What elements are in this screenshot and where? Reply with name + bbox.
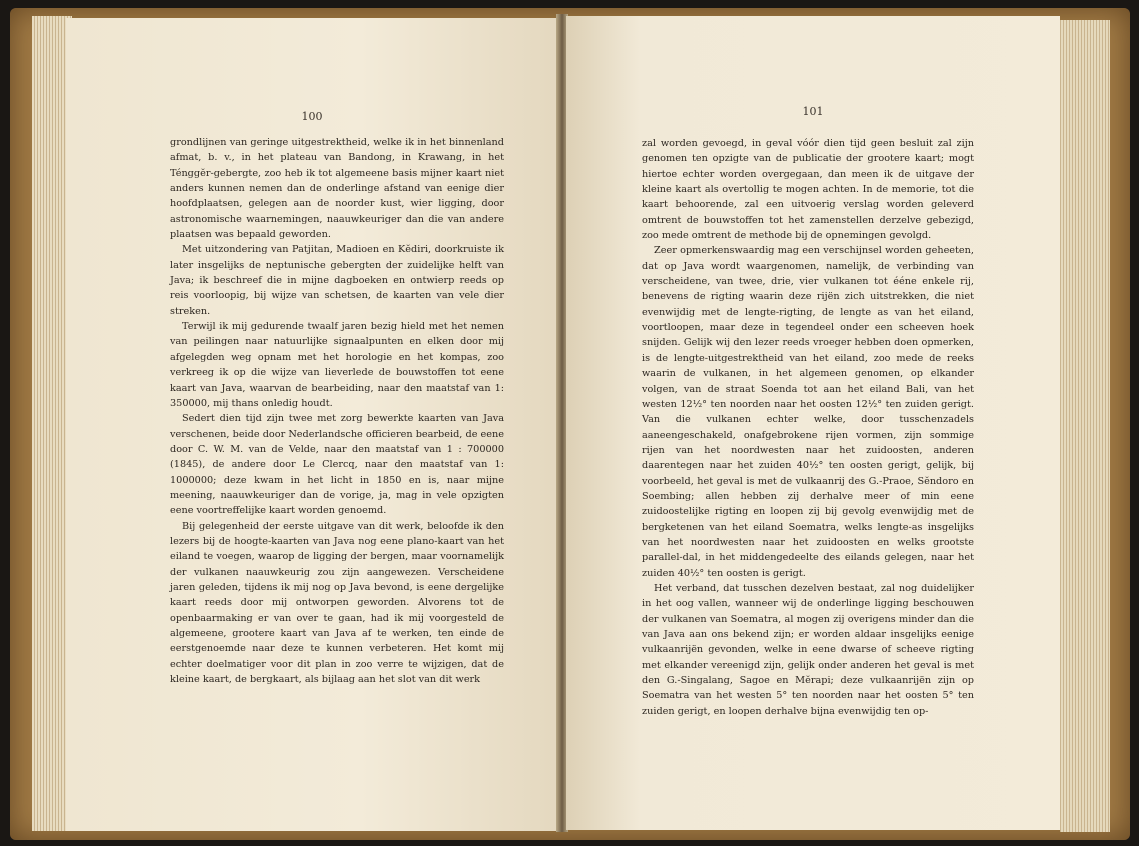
paragraph: Het verband, dat tusschen dezelven bestaat, zal nog duidelijker in het oog vallen, wanneer wij de onderlinge ligging beschouwen der vulkanen van Soematra, al mogen zij overigens minder dan die van Java aan ons bekend zijn; er worden aldaar insgelijks eenige vulkaanrijën gevonden, welke in eene dwarse of scheeve rigting met elkander vereenigd zijn, gelijk onder anderen het geval is met den G.-Singalang, Sagoe en Mĕrapi; deze vulkaanrijën zijn op Soematra van het westen 5° ten noorden naar het oosten 5° ten zuiden gerigt, en loopen derhalve bijna evenwijdig ten op- (642, 582, 974, 717)
page-number-right: 101 (802, 105, 824, 118)
page-edges-right (1060, 20, 1110, 832)
left-page (66, 18, 558, 831)
paragraph: zal worden gevoegd, in geval vóór dien tijd geen besluit zal zijn genomen ten opzigte van de publicatie der grootere kaart; mogt hiertoe echter worden overgegaan, dan meen ik de uitgave der kleine kaart als overtollig te mogen achten. In de memorie, tot die kaart behoorende, zal een uitvoerig verslag worden geleverd omtrent de bouwstoffen tot het zamenstellen derzelve gebezigd, zoo mede omtrent de methode bij de opnemingen gevolgd. (642, 138, 974, 242)
paragraph: Zeer opmerkenswaardig mag een verschijnsel worden geheeten, dat op Java wordt waargenomen, namelijk, de verbinding van verscheidene, van twee, drie, vier vulkanen tot ééne enkele rij, benevens de rigting waarin deze rijën zich uitstrekken, die niet evenwijdig met de lengte-rigting, de lengte as van het eiland, voortloopen, maar deze in tegendeel onder een scheeven hoek snijden. Gelijk wij den lezer reeds vroeger hebben doen opmerken, is de lengte-uitgestrektheid van het eiland, zoo mede de reeks waarin de vulkanen, in het algemeen genomen, op elkander volgen, van de straat Soenda tot aan het eiland Bali, van het westen 12½° ten noorden naar het oosten 12½° ten zuiden gerigt. Van die vulkanen echter welke, door tusschenzadels aaneengeschakeld, onafgebrokene rijen vormen, zijn sommige rijen van het noordwesten naar het zuidoosten, anderen daarentegen naar het zuiden 40½° ten oosten gerigt, gelijk, bij voorbeeld, het geval is met de vulkaanrij des G.-Praoe, Sĕndoro en Soembing; allen hebben zij derhalve meer of min eene zuidoostelijke rigting en loopen zij bij gevolg evenwijdig met de bergketenen van het eiland Soematra, welks lengte-as insgelijks van het noordwesten naar het zuidoosten en welks grootste parallel-dal, in het middengedeelte des eilands gelegen, naar het zuiden 40½° ten oosten is gerigt. (642, 245, 974, 579)
paragraph: Bij gelegenheid der eerste uitgave van dit werk, beloofde ik den lezers bij de hoogte-kaarten van Java nog eene plano-kaart van het eiland te voegen, waarop de ligging der bergen, maar voornamelijk der vulkanen naauwkeurig zou zijn aangewezen. Verscheidene jaren geleden, tijdens ik mij nog op Java bevond, is eene dergelijke kaart reeds door mij ontworpen geworden. Alvorens tot de openbaarmaking er van over te gaan, had ik mij voorgesteld de algemeene, grootere kaart van Java af te werken, ten einde de eerstgenoemde naar deze te kunnen verbeteren. Het komt mij echter doelmatiger voor dit plan in zoo verre te wijzigen, dat de kleine kaart, de bergkaart, als bijlaag aan het slot van dit werk (170, 520, 504, 686)
paragraph: grondlijnen van geringe uitgestrektheid, welke ik in het binnenland afmat, b. v., in het plateau van Bandong, in Krawang, in het Ténggĕr-gebergte, zoo heb ik tot algemeene basis mijner kaart niet anders kunnen nemen dan de onderlinge afstand van eenige dier hoofdplaatsen, gelegen aan de noorder kust, wier ligging, door astronomische waarnemingen, naauwkeuriger dan die van andere plaatsen was bepaald geworden. (170, 137, 504, 241)
right-page (566, 16, 1060, 830)
paragraph: Met uitzondering van Patjitan, Madioen en Kĕdiri, doorkruiste ik later insgelijks de neptunische gebergten der zuidelijke helft van Java; ik beschreef die in mijne dagboeken en ontwierp reeds op reis voorloopig, bij wijze van schetsen, de kaarten van vele dier streken. (170, 244, 504, 317)
page-number-left: 100 (301, 110, 323, 123)
paragraph: Sedert dien tijd zijn twee met zorg bewerkte kaarten van Java verschenen, beide door Nederlandsche officieren bearbeid, de eene door C. W. M. van de Velde, naar den maatstaf van 1 : 700000 (1845), de andere door Le Clercq, naar den maatstaf van 1: 1000000; deze kwam in het licht in 1850 en is, naar mijne meening, naauwkeuriger dan de vorige, ja, mag in vele opzigten eene voortreffelijke kaart worden genoemd. (170, 413, 504, 517)
right-page-text (642, 136, 974, 719)
paragraph: Terwijl ik mij gedurende twaalf jaren bezig hield met het nemen van peilingen naar natuurlijke signaalpunten en elken door mij afgelegden weg opnam met het horologie en het kompas, zoo verkreeg ik op die wijze van lieverlede de bouwstoffen tot eene kaart van Java, waarvan de bearbeiding, naar den maatstaf van 1: 350000, mij thans onledig houdt. (170, 321, 504, 409)
left-page-text (170, 135, 504, 687)
